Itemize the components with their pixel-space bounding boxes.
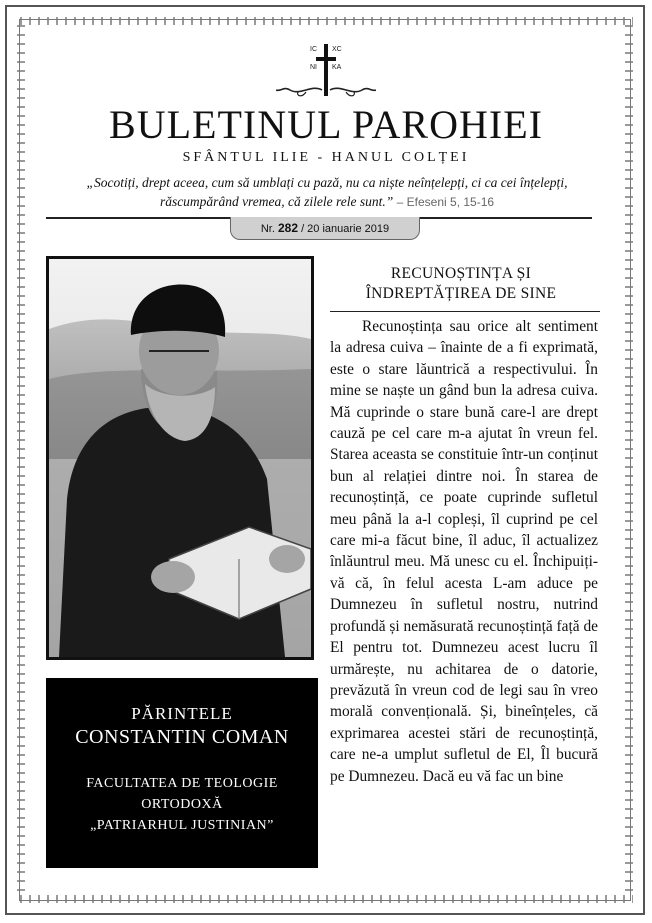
issue-number: 282 — [277, 221, 298, 235]
motto-reference: – Efeseni 5, 15-16 — [396, 195, 495, 209]
bulletin-subtitle: SFÂNTUL ILIE - HANUL COLȚEI — [182, 150, 470, 165]
issue-prefix: Nr. — [260, 223, 275, 235]
affiliation-line-1: FACULTATEA DE TEOLOGIE — [86, 776, 278, 791]
emblem-letters-ni: NI — [310, 64, 317, 71]
affiliation-line-2: ORTODOXĂ — [141, 797, 223, 812]
motto-quote — [62, 173, 592, 212]
priest-photo — [46, 256, 314, 660]
emblem-letters-ka: KA — [332, 64, 342, 71]
issue-date: / 20 ianuarie 2019 — [301, 223, 390, 235]
emblem-letters-xc: XC — [332, 46, 342, 53]
cross-emblem-icon — [276, 40, 376, 102]
affiliation-line-3: „PATRIARHUL JUSTINIAN” — [90, 818, 274, 833]
article-body: Recunoștința sau orice alt sentiment la adresa cuiva – înainte de a fi exprimată, este o stare lăuntrică a respectivului. În mine se naște un gând bun la adresa cuiva. Mă cuprinde o stare bună care-l are drept cauză pe cel care m-a ajutat în vreun fel. Starea aceasta se constituie într-un conținut bun al relației dintre noi. În starea de recunoștință, ce poate cuprinde sufletul meu până la a-l copleși, îl cuprind pe cel care mi-a făcut bine, îl aduc, îl actualizez înlăuntrul meu. Mă unesc cu el. Închipuiți-vă că, în felul acesta L-am aduce pe Dumnezeu în sufletul nostru, nutrind profundă și nemăsurată recunoștință față de El pentru tot. Dumnezeu acest lucru îl urmărește, nu achitarea de o datorie, prevăzută în vreun cod de legi sau în vreo morală convențională. Și, bineînțeles, că exprimarea acestei stări de recunoștință, care ne-a umplut sufletul de El, Îl bucură pe Dumnezeu. Dacă eu vă fac un bine — [330, 318, 598, 785]
author-name: CONSTANTIN COMAN — [75, 726, 289, 748]
article-title-line-2: ÎNDREPTĂȚIREA DE SINE — [365, 285, 557, 302]
author-namebox — [46, 678, 318, 868]
author-title: PĂRINTELE — [131, 704, 233, 723]
motto-text: „Socotiți, drept aceea, cum să umblați cu pază, nu ca niște neînțelepți, ci ca cei înțelepți, răscumpărând vremea, că zilele rele sunt.” — [86, 175, 568, 209]
author-affiliation — [46, 773, 318, 836]
issue-tab — [230, 217, 420, 240]
emblem-letters-ic: IC — [310, 46, 317, 53]
bulletin-title: BULETINUL PAROHIEI — [109, 102, 543, 147]
article-title-line-1: RECUNOȘTINȚA ȘI — [390, 265, 532, 282]
article-title-divider — [330, 311, 600, 312]
article-title — [330, 264, 592, 304]
